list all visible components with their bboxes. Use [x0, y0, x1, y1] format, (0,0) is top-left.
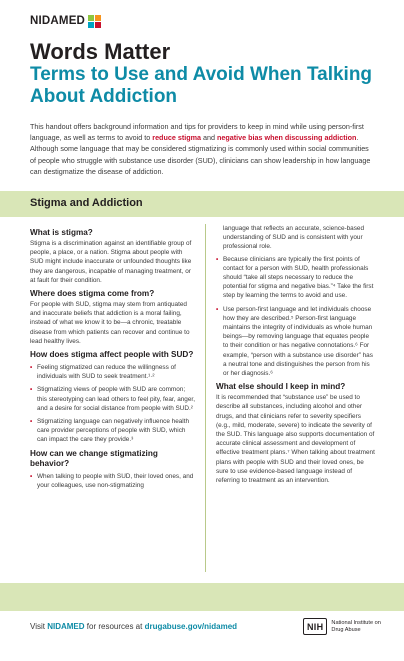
- intro-paragraph: [30, 121, 375, 177]
- question-what-else: What else should I keep in mind?: [216, 382, 346, 392]
- nih-mark-text: NIH: [307, 621, 324, 632]
- guidance-list: [216, 255, 376, 379]
- nih-logo: [303, 618, 385, 635]
- section-title: Stigma and Addiction: [30, 197, 143, 209]
- footer-prefix: Visit: [30, 622, 48, 631]
- logo-square-3: [88, 22, 94, 28]
- logo-squares-icon: [88, 15, 101, 28]
- intro-highlight-1: reduce stigma: [152, 133, 201, 143]
- answer-what-is-stigma: Stigma is a discrimination against an identifiable group of people, a place, or a nation. Stigma about people with SUD might include inaccurate or unfounded thoughts like they are dangerous, incapable of managing treatment, or at fault for their condition.: [30, 240, 192, 284]
- list-item: • Stigmatizing language can negatively influence health care provider perceptions of people with SUD, which can impact the care they provide.³: [30, 417, 195, 445]
- nih-mark-icon: [303, 618, 327, 635]
- question-where-stigma-comes-from: Where does stigma come from?: [30, 289, 155, 299]
- logo-text: NIDAMED: [30, 15, 86, 27]
- bottom-band: [0, 583, 404, 611]
- logo-square-1: [88, 15, 94, 21]
- right-column: [216, 224, 376, 487]
- footer-middle: for resources at: [84, 622, 145, 631]
- question-change-behavior: How can we change stigmatizing behavior?: [30, 448, 158, 468]
- answer-where-stigma-comes-from: For people with SUD, stigma may stem from antiquated and inaccurate beliefs that addiction is a moral failing, instead of what we know it to be—a chronic, treatable disease from which patients can recover and continue to lead healthy lives.: [30, 301, 190, 345]
- nih-institute-name: National Institute on Drug Abuse: [331, 619, 381, 633]
- answer-what-else: It is recommended that “substance use” be used to describe all substances, including alcohol and other drugs, and that clinicians refer to severity specifiers (e.g., mild, moderate, severe) to indicate the severity of the SUD. This language also supports documentation of accurate clinical assessment and development of effective treatment plans.⁷ When talking about treatment plans with people with SUD and their loved ones, be sure to use evidence-based language instead of referring to treatment as an intervention.: [216, 394, 375, 485]
- logo-square-4: [95, 22, 101, 28]
- list-item: • Feeling stigmatized can reduce the willingness of individuals with SUD to seek treatment.¹·²: [30, 363, 195, 381]
- list-item: • Stigmatizing views of people with SUD are common; this stereotyping can lead others to feel pity, fear, anger, and a desire for social distance from people with SUD.²: [30, 385, 195, 413]
- left-column: [30, 224, 195, 494]
- footer-text: [30, 622, 237, 631]
- list-item: • Use person-first language and let individuals choose how they are described.⁵ Person-first language maintains the integrity of individuals as whole human beings—by removing language that equates people to their condition or has negative connotations.⁶ For example, “person with a substance use disorder” has a neutral tone and distinguishes the person from his or her diagnosis.⁶: [216, 305, 376, 379]
- intro-highlight-2: negative bias when discussing addiction: [217, 133, 357, 143]
- section-header-band: [0, 191, 404, 217]
- stigma-effects-list: [30, 363, 195, 445]
- list-item: • When talking to people with SUD, their loved ones, and your colleagues, use non-stigmatizing: [30, 472, 195, 490]
- intro-text-1: This handout offers background information and tips for providers to keep in mind while using person-first language, as well as terms to avoid to: [30, 122, 364, 143]
- intro-text-3: . Although some language that may be considered stigmatizing is commonly used within social communities of people who struggle with substance use disorder (SUD), clinicians can show leadership in how language can destigmatize the disease of addiction.: [30, 133, 371, 176]
- question-what-is-stigma: What is stigma?: [30, 228, 93, 237]
- intro-text-2: and: [201, 133, 217, 143]
- page-subtitle: Terms to Use and Avoid When Talking About Addiction: [30, 64, 373, 107]
- nidamed-logo: [30, 14, 101, 28]
- footer-link[interactable]: drugabuse.gov/nidamed: [144, 622, 238, 631]
- footer-brand: NIDAMED: [47, 622, 85, 631]
- logo-square-2: [95, 15, 101, 21]
- list-item: • Because clinicians are typically the first points of contact for a person with SUD, health professionals should “take all steps necessary to reduce the potential for stigma and negative bias.”⁴ Take the first step by learning the terms to avoid and use.: [216, 255, 376, 301]
- column-divider: [205, 224, 206, 572]
- continuation-text: language that reflects an accurate, science-based understanding of SUD and is consistent with your professional role.: [223, 225, 365, 251]
- change-behavior-list: [30, 472, 195, 490]
- question-how-stigma-affects: How does stigma affect people with SUD?: [30, 350, 194, 360]
- page-title: Words Matter: [30, 39, 171, 64]
